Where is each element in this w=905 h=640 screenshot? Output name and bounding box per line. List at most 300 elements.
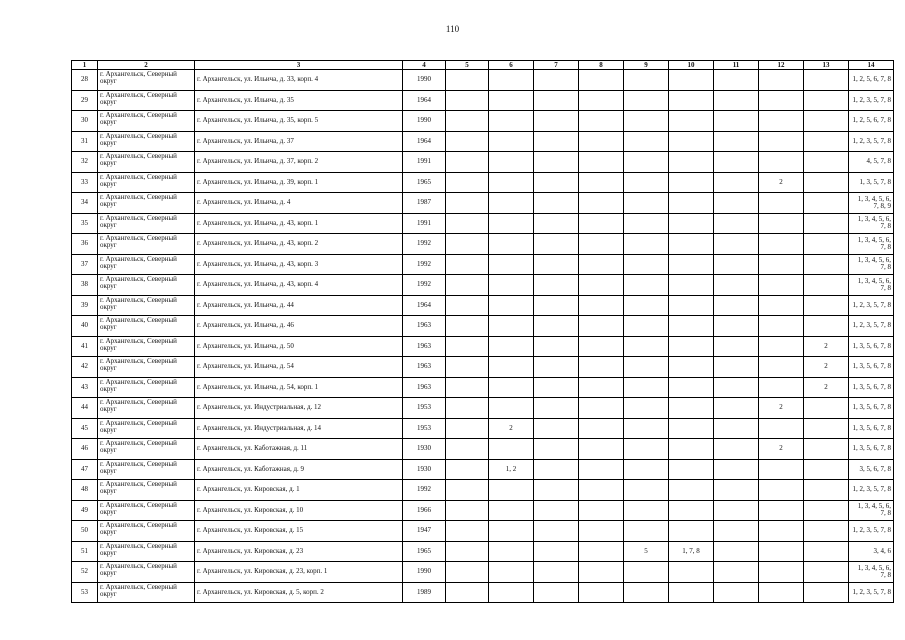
table-row [72,357,894,378]
column-header: 4 [403,61,446,70]
address-cell: г. Архангельск, ул. Ильича, д. 46 [195,316,403,337]
year-cell: 1965 [403,172,446,193]
col7-cell [534,418,579,439]
col12-cell [759,213,804,234]
col8-cell [579,275,624,296]
col12-cell [759,295,804,316]
col14-cell: 1, 3, 5, 6, 7, 8 [849,377,894,398]
address-cell: г. Архангельск, ул. Ильича, д. 37 [195,131,403,152]
col10-cell [669,111,714,132]
col14-cell: 1, 2, 3, 5, 7, 8 [849,316,894,337]
col6-cell [489,131,534,152]
row-number: 51 [72,541,98,562]
col13-cell: 2 [804,377,849,398]
col10-cell [669,439,714,460]
col14-cell: 1, 3, 5, 6, 7, 8 [849,398,894,419]
col8-cell [579,398,624,419]
column-header: 10 [669,61,714,70]
district-cell: г. Архангельск, Северный округ [98,357,195,378]
col12-cell [759,90,804,111]
col6-cell: 2 [489,418,534,439]
col6-cell [489,90,534,111]
col10-cell [669,172,714,193]
col11-cell [714,480,759,501]
col10-cell [669,459,714,480]
table-row [72,152,894,173]
district-cell: г. Архангельск, Северный округ [98,377,195,398]
col12-cell [759,336,804,357]
col12-cell [759,152,804,173]
col9-cell [624,254,669,275]
col8-cell [579,172,624,193]
col9-cell [624,234,669,255]
col6-cell [489,275,534,296]
col7-cell [534,521,579,542]
col14-cell: 1, 2, 3, 5, 7, 8 [849,295,894,316]
col14-cell: 3, 4, 6 [849,541,894,562]
col10-cell [669,234,714,255]
address-cell: г. Архангельск, ул. Кировская, д. 23 [195,541,403,562]
col7-cell [534,295,579,316]
col14-cell: 1, 3, 4, 5, 6, 7, 8 [849,562,894,583]
district-cell: г. Архангельск, Северный округ [98,541,195,562]
col6-cell [489,254,534,275]
district-cell: г. Архангельск, Северный округ [98,275,195,296]
col8-cell [579,336,624,357]
col6-cell [489,439,534,460]
row-number: 30 [72,111,98,132]
col13-cell [804,254,849,275]
col7-cell [534,459,579,480]
col13-cell [804,439,849,460]
table-row [72,70,894,91]
page-number: 110 [445,24,460,34]
col10-cell [669,90,714,111]
col8-cell [579,439,624,460]
district-cell: г. Архангельск, Северный округ [98,336,195,357]
year-cell: 1965 [403,541,446,562]
row-number: 35 [72,213,98,234]
district-cell: г. Архангельск, Северный округ [98,213,195,234]
col12-cell [759,70,804,91]
col11-cell [714,541,759,562]
col11-cell [714,275,759,296]
col13-cell [804,295,849,316]
col11-cell [714,193,759,214]
district-cell: г. Архангельск, Северный округ [98,398,195,419]
col9-cell [624,459,669,480]
col12-cell [759,234,804,255]
col10-cell [669,418,714,439]
col5-cell [446,541,489,562]
col11-cell [714,131,759,152]
col14-cell: 1, 3, 5, 6, 7, 8 [849,357,894,378]
col9-cell: 5 [624,541,669,562]
address-cell: г. Архангельск, ул. Кировская, д. 1 [195,480,403,501]
col11-cell [714,213,759,234]
col12-cell [759,562,804,583]
table-row [72,213,894,234]
col11-cell [714,357,759,378]
row-number: 48 [72,480,98,501]
table-row [72,562,894,583]
year-cell: 1953 [403,398,446,419]
col13-cell [804,480,849,501]
col14-cell: 1, 3, 4, 5, 6, 7, 8 [849,254,894,275]
col10-cell [669,316,714,337]
row-number: 28 [72,70,98,91]
row-number: 38 [72,275,98,296]
col10-cell [669,213,714,234]
col10-cell [669,152,714,173]
col14-cell: 1, 3, 5, 7, 8 [849,172,894,193]
col11-cell [714,562,759,583]
col9-cell [624,562,669,583]
table-row [72,459,894,480]
col14-cell: 1, 3, 4, 5, 6, 7, 8 [849,275,894,296]
col11-cell [714,90,759,111]
address-cell: г. Архангельск, ул. Ильича, д. 35, корп. 5 [195,111,403,132]
row-number: 33 [72,172,98,193]
table-row [72,541,894,562]
col6-cell [489,541,534,562]
address-cell: г. Архангельск, ул. Ильича, д. 35 [195,90,403,111]
address-cell: г. Архангельск, ул. Индустриальная, д. 14 [195,418,403,439]
col13-cell [804,234,849,255]
table-row [72,234,894,255]
col13-cell [804,152,849,173]
col8-cell [579,582,624,603]
col7-cell [534,316,579,337]
col13-cell [804,193,849,214]
col8-cell [579,254,624,275]
col11-cell [714,418,759,439]
col12-cell [759,459,804,480]
col9-cell [624,439,669,460]
col10-cell [669,193,714,214]
col5-cell [446,275,489,296]
address-cell: г. Архангельск, ул. Каботажная, д. 9 [195,459,403,480]
address-cell: г. Архангельск, ул. Каботажная, д. 11 [195,439,403,460]
header-row [72,61,894,70]
col5-cell [446,418,489,439]
col7-cell [534,172,579,193]
table-row [72,336,894,357]
year-cell: 1992 [403,234,446,255]
col5-cell [446,562,489,583]
col10-cell [669,500,714,521]
col10-cell [669,295,714,316]
col12-cell: 2 [759,398,804,419]
col7-cell [534,152,579,173]
year-cell: 1992 [403,254,446,275]
col7-cell [534,336,579,357]
col10-cell [669,275,714,296]
col7-cell [534,131,579,152]
row-number: 29 [72,90,98,111]
col9-cell [624,480,669,501]
col14-cell: 1, 3, 4, 5, 6, 7, 8, 9 [849,193,894,214]
col12-cell [759,193,804,214]
col8-cell [579,480,624,501]
col14-cell: 1, 2, 3, 5, 7, 8 [849,582,894,603]
address-cell: г. Архангельск, ул. Кировская, д. 10 [195,500,403,521]
table-row [72,500,894,521]
district-cell: г. Архангельск, Северный округ [98,254,195,275]
col11-cell [714,336,759,357]
address-cell: г. Архангельск, ул. Ильича, д. 44 [195,295,403,316]
col6-cell [489,295,534,316]
year-cell: 1964 [403,131,446,152]
row-number: 32 [72,152,98,173]
col5-cell [446,90,489,111]
col8-cell [579,562,624,583]
col6-cell [489,193,534,214]
col6-cell [489,70,534,91]
col10-cell [669,480,714,501]
col6-cell [489,582,534,603]
col11-cell [714,111,759,132]
district-cell: г. Архангельск, Северный округ [98,480,195,501]
col8-cell [579,500,624,521]
col12-cell [759,521,804,542]
col7-cell [534,398,579,419]
col5-cell [446,234,489,255]
col14-cell: 4, 5, 7, 8 [849,152,894,173]
col12-cell [759,111,804,132]
col6-cell [489,398,534,419]
col6-cell [489,357,534,378]
col11-cell [714,70,759,91]
col8-cell [579,316,624,337]
district-cell: г. Архангельск, Северный округ [98,295,195,316]
col8-cell [579,541,624,562]
column-header: 12 [759,61,804,70]
col5-cell [446,70,489,91]
year-cell: 1930 [403,459,446,480]
col11-cell [714,377,759,398]
col6-cell: 1, 2 [489,459,534,480]
col9-cell [624,70,669,91]
col9-cell [624,521,669,542]
col11-cell [714,152,759,173]
col10-cell [669,582,714,603]
district-cell: г. Архангельск, Северный округ [98,70,195,91]
col5-cell [446,521,489,542]
col5-cell [446,295,489,316]
year-cell: 1992 [403,275,446,296]
col9-cell [624,90,669,111]
column-header: 1 [72,61,98,70]
col13-cell: 2 [804,336,849,357]
table-row [72,582,894,603]
col5-cell [446,193,489,214]
col13-cell [804,562,849,583]
column-header: 11 [714,61,759,70]
col12-cell [759,275,804,296]
row-number: 49 [72,500,98,521]
col8-cell [579,90,624,111]
column-header: 14 [849,61,894,70]
district-cell: г. Архангельск, Северный округ [98,234,195,255]
col7-cell [534,582,579,603]
col5-cell [446,316,489,337]
address-cell: г. Архангельск, ул. Ильича, д. 37, корп. 2 [195,152,403,173]
col6-cell [489,562,534,583]
col14-cell: 1, 3, 5, 6, 7, 8 [849,439,894,460]
col5-cell [446,336,489,357]
col8-cell [579,213,624,234]
col13-cell [804,500,849,521]
col12-cell [759,316,804,337]
col7-cell [534,111,579,132]
col8-cell [579,131,624,152]
col9-cell [624,336,669,357]
row-number: 46 [72,439,98,460]
table-row [72,439,894,460]
year-cell: 1990 [403,562,446,583]
col10-cell [669,521,714,542]
col11-cell [714,254,759,275]
col10-cell [669,336,714,357]
year-cell: 1966 [403,500,446,521]
col10-cell [669,70,714,91]
column-header: 13 [804,61,849,70]
year-cell: 1963 [403,336,446,357]
col13-cell [804,418,849,439]
col7-cell [534,234,579,255]
col12-cell [759,418,804,439]
col10-cell: 1, 7, 8 [669,541,714,562]
col7-cell [534,90,579,111]
table-row [72,111,894,132]
col12-cell [759,254,804,275]
col9-cell [624,213,669,234]
col9-cell [624,357,669,378]
address-cell: г. Архангельск, ул. Ильича, д. 50 [195,336,403,357]
col14-cell: 1, 3, 4, 5, 6, 7, 8 [849,234,894,255]
column-header: 7 [534,61,579,70]
col9-cell [624,316,669,337]
district-cell: г. Архангельск, Северный округ [98,582,195,603]
year-cell: 1989 [403,582,446,603]
col11-cell [714,398,759,419]
district-cell: г. Архангельск, Северный округ [98,500,195,521]
col9-cell [624,500,669,521]
col9-cell [624,295,669,316]
year-cell: 1963 [403,357,446,378]
col11-cell [714,172,759,193]
col7-cell [534,193,579,214]
col5-cell [446,439,489,460]
col12-cell [759,500,804,521]
col13-cell [804,213,849,234]
col12-cell [759,480,804,501]
district-cell: г. Архангельск, Северный округ [98,418,195,439]
col9-cell [624,398,669,419]
col6-cell [489,316,534,337]
district-cell: г. Архангельск, Северный округ [98,459,195,480]
col8-cell [579,193,624,214]
col10-cell [669,562,714,583]
year-cell: 1964 [403,295,446,316]
row-number: 36 [72,234,98,255]
address-cell: г. Архангельск, ул. Кировская, д. 15 [195,521,403,542]
year-cell: 1991 [403,152,446,173]
row-number: 31 [72,131,98,152]
table-row [72,90,894,111]
col13-cell [804,90,849,111]
col14-cell: 1, 3, 5, 6, 7, 8 [849,336,894,357]
col13-cell [804,459,849,480]
year-cell: 1991 [403,213,446,234]
col7-cell [534,562,579,583]
col8-cell [579,111,624,132]
col9-cell [624,152,669,173]
col6-cell [489,152,534,173]
col5-cell [446,111,489,132]
col11-cell [714,582,759,603]
year-cell: 1990 [403,70,446,91]
district-cell: г. Архангельск, Северный округ [98,439,195,460]
row-number: 43 [72,377,98,398]
col8-cell [579,377,624,398]
col10-cell [669,254,714,275]
col5-cell [446,131,489,152]
year-cell: 1964 [403,90,446,111]
address-cell: г. Архангельск, ул. Ильича, д. 43, корп. 3 [195,254,403,275]
col5-cell [446,480,489,501]
col12-cell [759,377,804,398]
row-number: 39 [72,295,98,316]
col10-cell [669,357,714,378]
col13-cell [804,316,849,337]
col12-cell: 2 [759,172,804,193]
row-number: 45 [72,418,98,439]
col5-cell [446,582,489,603]
district-cell: г. Архангельск, Северный округ [98,562,195,583]
row-number: 34 [72,193,98,214]
district-cell: г. Архангельск, Северный округ [98,111,195,132]
col13-cell: 2 [804,357,849,378]
col6-cell [489,111,534,132]
col8-cell [579,418,624,439]
district-cell: г. Архангельск, Северный округ [98,521,195,542]
col9-cell [624,418,669,439]
col13-cell [804,172,849,193]
col5-cell [446,172,489,193]
table-row [72,398,894,419]
col13-cell [804,70,849,91]
year-cell: 1953 [403,418,446,439]
col7-cell [534,439,579,460]
district-cell: г. Архангельск, Северный округ [98,172,195,193]
col8-cell [579,357,624,378]
col13-cell [804,111,849,132]
address-cell: г. Архангельск, ул. Кировская, д. 23, корп. 1 [195,562,403,583]
col14-cell: 1, 2, 5, 6, 7, 8 [849,70,894,91]
table-row [72,172,894,193]
col7-cell [534,213,579,234]
col6-cell [489,172,534,193]
col8-cell [579,234,624,255]
col5-cell [446,398,489,419]
col7-cell [534,377,579,398]
table-row [72,480,894,501]
col14-cell: 3, 5, 6, 7, 8 [849,459,894,480]
row-number: 37 [72,254,98,275]
col6-cell [489,336,534,357]
